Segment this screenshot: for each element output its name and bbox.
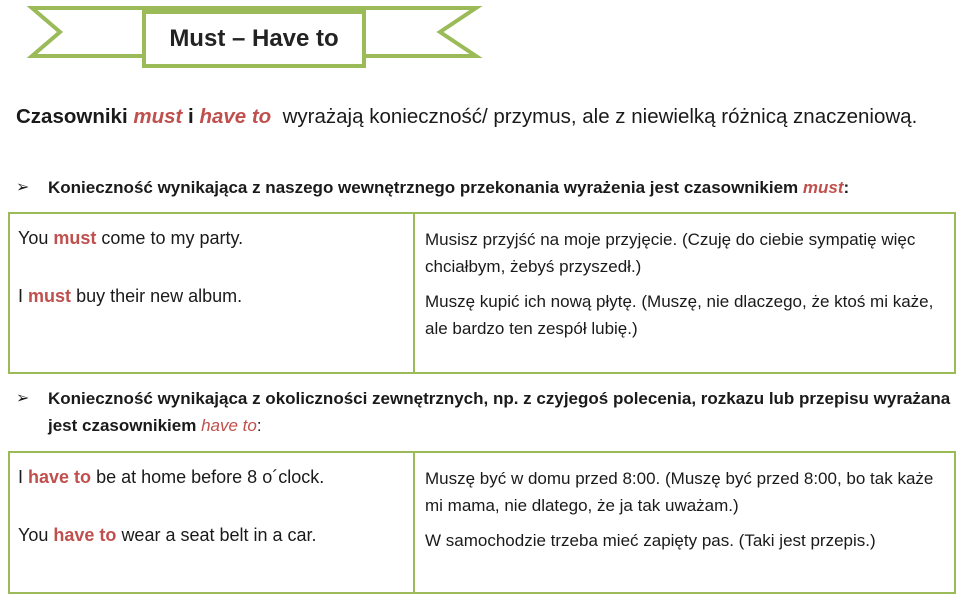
- en-post: come to my party.: [101, 228, 244, 248]
- section1-english-sentence-2: [18, 284, 413, 308]
- en-post: buy their new album.: [76, 286, 243, 306]
- en-post: wear a seat belt in a car.: [121, 525, 317, 545]
- section2-table: [8, 451, 956, 594]
- section1-english-sentence-1: [18, 226, 413, 250]
- intro-bold-1: Czasowniki: [16, 105, 128, 128]
- intro-rest: wyrażają konieczność/ przymus, ale z niewielką różnicą znaczeniową.: [282, 105, 918, 128]
- section1-keyword: must: [802, 178, 844, 197]
- section2-polish-column: [415, 453, 954, 592]
- section1-polish-sentence-1: Musisz przyjść na moje przyjęcie. (Czuję do ciebie sympatię więc chciałbym, żebyś przyszedł.): [425, 230, 916, 276]
- arrow-bullet-icon: ➢: [16, 390, 30, 407]
- en-keyword: have to: [53, 525, 117, 545]
- section1-bullet: [16, 174, 951, 201]
- section1-heading: Konieczność wynikająca z naszego wewnętrznego przekonania wyrażenia jest czasownikiem: [48, 178, 799, 197]
- section2-english-sentence-2: [18, 523, 413, 547]
- intro-paragraph: [16, 103, 951, 131]
- en-keyword: must: [53, 228, 97, 248]
- section2-polish-sentence-1: Muszę być w domu przed 8:00. (Muszę być przed 8:00, bo tak każe mi mama, nie dlatego, że ja tak uważam.): [425, 469, 934, 515]
- section1-colon: :: [843, 178, 850, 197]
- section2-english-column: [10, 453, 415, 592]
- section1-english-column: [10, 214, 415, 372]
- en-pre: You: [18, 525, 49, 545]
- en-post: be at home before 8 o´clock.: [96, 467, 325, 487]
- section2-keyword: have to: [201, 416, 257, 435]
- intro-have-to: have to: [199, 105, 272, 128]
- en-keyword: must: [28, 286, 72, 306]
- section1-polish-column: [415, 214, 954, 372]
- en-pre: I: [18, 467, 24, 487]
- section1-table: [8, 212, 956, 374]
- en-pre: I: [18, 286, 24, 306]
- section2-colon: :: [256, 416, 262, 435]
- section1-polish-sentence-2: Muszę kupić ich nową płytę. (Muszę, nie dlaczego, że ktoś mi każe, ale bardzo ten zespół lubię.): [425, 292, 934, 338]
- page-title: Must – Have to: [142, 10, 366, 68]
- section2-polish-sentence-2: W samochodzie trzeba mieć zapięty pas. (Taki jest przepis.): [425, 531, 876, 550]
- intro-bold-2: i: [188, 105, 194, 128]
- arrow-bullet-icon: ➢: [16, 179, 30, 196]
- section2-heading: Konieczność wynikająca z okoliczności zewnętrznych, np. z czyjegoś polecenia, rozkazu lub przepisu wyrażana jest czasownikiem: [48, 389, 951, 435]
- en-keyword: have to: [28, 467, 92, 487]
- intro-must: must: [133, 105, 183, 128]
- en-pre: You: [18, 228, 49, 248]
- section2-bullet: [16, 385, 951, 439]
- section2-english-sentence-1: [18, 465, 413, 489]
